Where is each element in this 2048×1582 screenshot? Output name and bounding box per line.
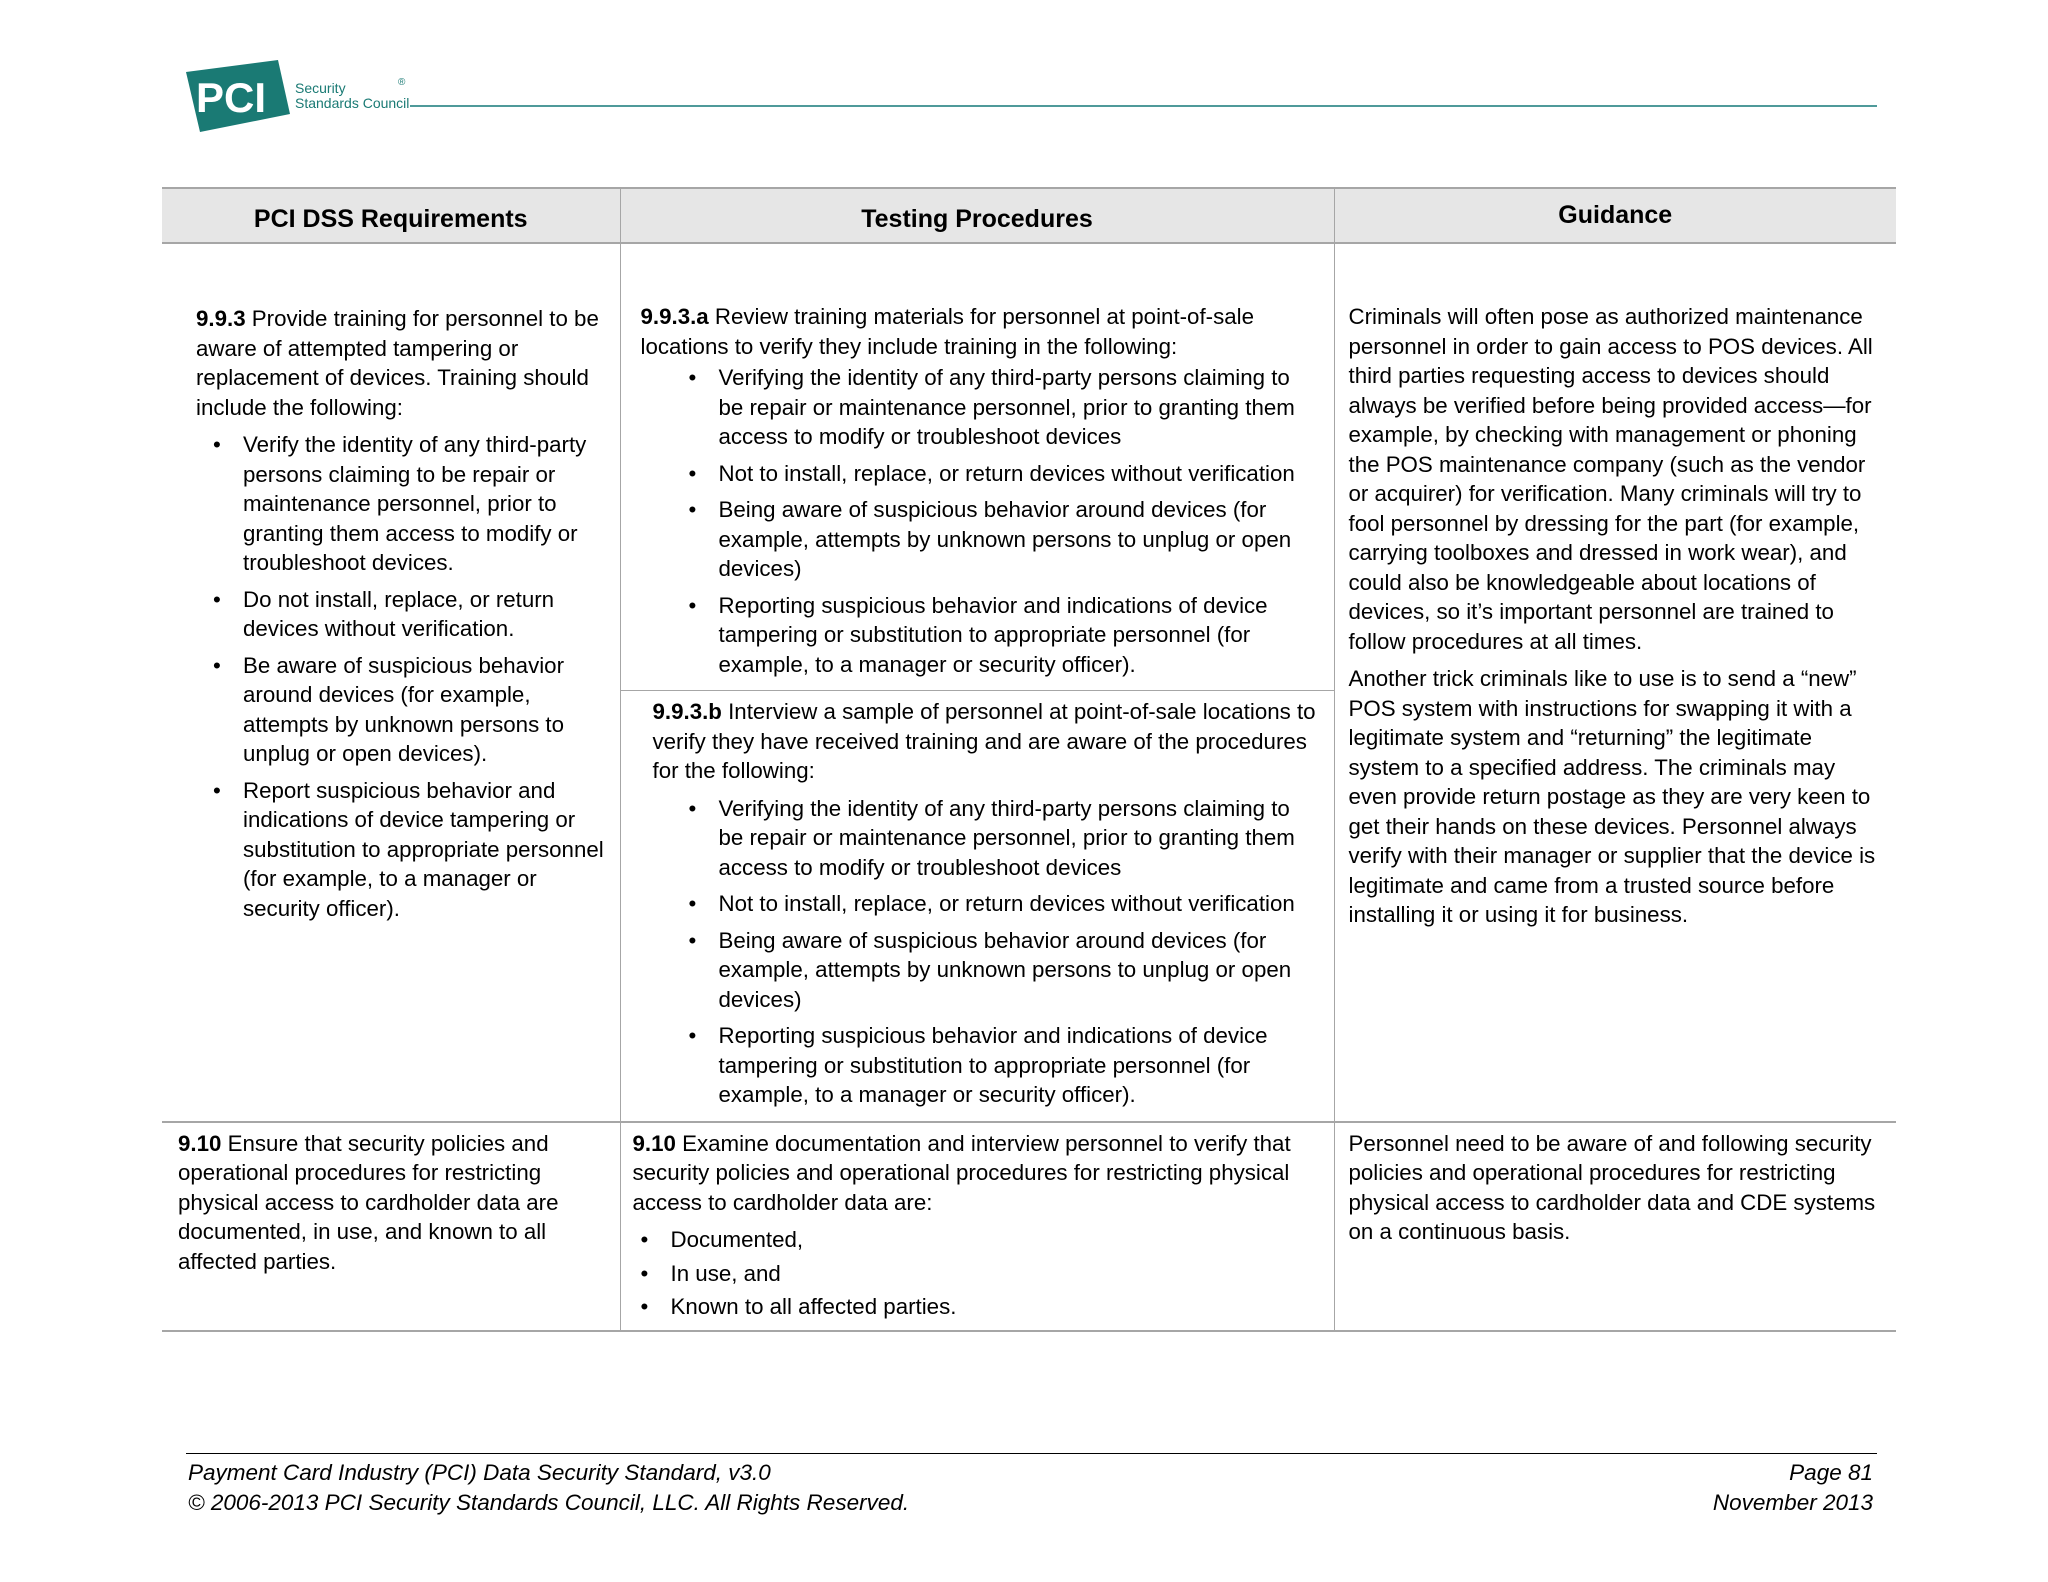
list-item: • Known to all affected parties. <box>671 1292 1320 1322</box>
guidance-cell <box>1334 1122 1896 1331</box>
pci-logo-line1: Security <box>295 80 346 96</box>
list-item: • Reporting suspicious behavior and indications of device tampering or substitution to appropriate personnel (for example, to a manager or security officer). <box>719 591 1320 680</box>
list-item: • Not to install, replace, or return devices without verification <box>719 889 1320 919</box>
guidance-cell <box>1334 243 1896 1122</box>
requirement-cell <box>162 243 620 1122</box>
table-row <box>162 243 1896 1122</box>
header-testing: Testing Procedures <box>620 188 1334 243</box>
guidance-paragraph: Personnel need to be aware of and following security policies and operational procedures for restricting physical access to cardholder data and CDE systems on a continuous basis. <box>1348 1130 1876 1244</box>
header-guidance: Guidance <box>1334 188 1896 243</box>
testing-id: 9.9.3.b <box>652 699 722 724</box>
pci-logo-registered: ® <box>398 77 406 88</box>
testing-text: 9.10 Examine documentation and interview personnel to verify that security policies and operational procedures for restricting physical access to cardholder data are: <box>632 1130 1291 1215</box>
guidance-paragraph: Criminals will often pose as authorized maintenance personnel in order to gain access to POS devices. All third parties requesting access to devices should always be verified before being provided access—for example, by checking with management or phoning the POS maintenance company (such as the vendor or acquirer) for verification. Many criminals will try to fool personnel by dressing for the part (for example, carrying toolboxes and dressed in work wear), and could also be knowledgeable about locations of devices, so it’s important personnel are trained to follow procedures at all times. <box>1348 304 1873 654</box>
list-item: • Being aware of suspicious behavior around devices (for example, attempts by unknown persons to unplug or open devices) <box>719 926 1320 1015</box>
list-item: • Be aware of suspicious behavior around devices (for example, attempts by unknown persons to unplug or open devices). <box>243 651 606 769</box>
testing-bullets <box>641 363 1320 679</box>
list-item: • Do not install, replace, or return devices without verification. <box>243 585 606 644</box>
header-requirements: PCI DSS Requirements <box>162 188 620 243</box>
footer-date: November 2013 <box>1712 1490 1873 1515</box>
table-header-row <box>162 188 1896 243</box>
testing-bullets <box>633 1225 1320 1322</box>
testing-cell <box>620 243 1334 1122</box>
testing-id: 9.10 <box>632 1130 676 1156</box>
list-item: • Verifying the identity of any third-party persons claiming to be repair or maintenance personnel, prior to granting them access to modify or troubleshoot devices <box>719 363 1320 452</box>
testing-block-b <box>621 691 1334 1121</box>
requirement-text: 9.10 Ensure that security policies and operational procedures for restricting physical access to cardholder data are documented, in use, and known to all affected parties. <box>178 1130 559 1274</box>
testing-id: 9.9.3.a <box>640 304 709 329</box>
list-item: • In use, and <box>671 1259 1320 1289</box>
testing-cell <box>620 1122 1334 1331</box>
guidance-paragraph: Another trick criminals like to use is to send a “new” POS system with instructions for swapping it with a legitimate system and “returning” the legitimate system to a specified address. The criminals may even provide return postage as they are very keen to get their hands on these devices. Personnel always verify with their manager or supplier that the device is legitimate and came from a trusted source before installing it or using it for business. <box>1348 666 1876 927</box>
footer-document-title: Payment Card Industry (PCI) Data Security Standard, v3.0 <box>188 1460 771 1485</box>
requirement-bullets <box>196 430 606 923</box>
testing-block-a <box>621 244 1334 691</box>
requirement-cell <box>162 1122 620 1331</box>
list-item: • Not to install, replace, or return devices without verification <box>719 459 1320 489</box>
requirement-id: 9.9.3 <box>196 306 246 331</box>
pci-logo <box>186 60 416 132</box>
testing-bullets <box>653 794 1320 1110</box>
list-item: • Verifying the identity of any third-party persons claiming to be repair or maintenance personnel, prior to granting them access to modify or troubleshoot devices <box>719 794 1320 883</box>
testing-text: 9.9.3.a Review training materials for personnel at point-of-sale locations to verify they include training in the following: <box>640 304 1254 359</box>
footer-copyright: © 2006-2013 PCI Security Standards Council, LLC. All Rights Reserved. <box>188 1490 910 1515</box>
footer-right <box>1713 1458 1873 1518</box>
footer-left <box>188 1458 909 1518</box>
pci-logo-line2: Standards Council <box>295 95 410 111</box>
footer-page-number: Page 81 <box>1789 1460 1873 1485</box>
testing-text: 9.9.3.b Interview a sample of personnel at point-of-sale locations to verify they have received training and are aware of the procedures for the following: <box>652 699 1316 783</box>
list-item: • Reporting suspicious behavior and indications of device tampering or substitution to appropriate personnel (for example, to a manager or security officer). <box>719 1021 1320 1110</box>
table-row <box>162 1122 1896 1331</box>
pci-logo-mark: PCI <box>196 74 267 121</box>
list-item: • Verify the identity of any third-party persons claiming to be repair or maintenance personnel, prior to granting them access to modify or troubleshoot devices. <box>243 430 606 578</box>
requirement-text: 9.9.3 Provide training for personnel to be aware of attempted tampering or replacement of devices. Training should include the following: <box>196 306 599 420</box>
list-item: • Report suspicious behavior and indications of device tampering or substitution to appropriate personnel (for example, to a manager or security officer). <box>243 776 606 924</box>
header-rule <box>410 105 1877 107</box>
list-item: • Documented, <box>671 1225 1320 1255</box>
requirement-id: 9.10 <box>178 1130 222 1156</box>
footer-rule <box>186 1453 1877 1454</box>
requirements-table <box>162 187 1896 1332</box>
list-item: • Being aware of suspicious behavior around devices (for example, attempts by unknown persons to unplug or open devices) <box>719 495 1320 584</box>
